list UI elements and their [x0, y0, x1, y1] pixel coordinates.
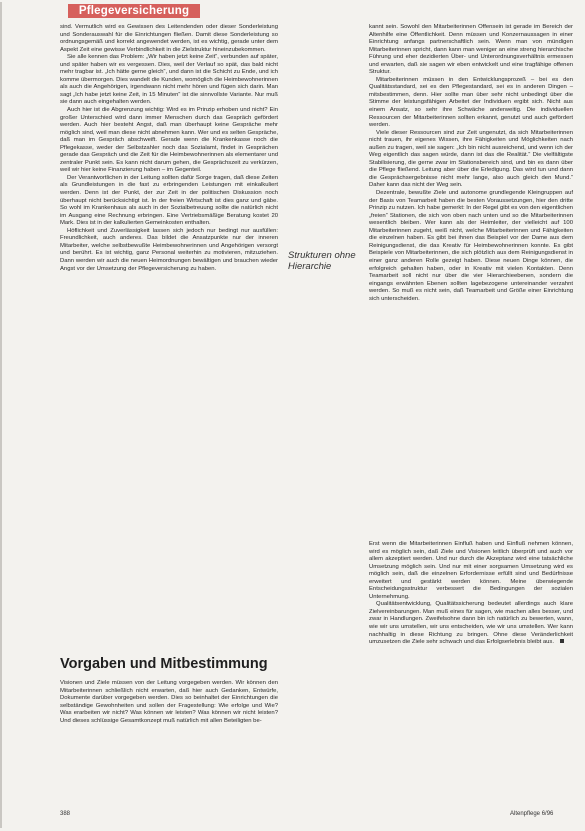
paragraph: sind. Vermutlich wird es Gewissen des Leitendenden oder dieser Sonderleistung und Sonderauswahl für die Einrichtungen fließen. Damit diese Sonderleistung so ordnungsgemäß und korrekt angewendet werden, ist es wichtig, gerade unter dem Aspekt Zeit eine gewisse Verbindlichkeit in die Zielstruktur hineinzubekommen.	[60, 24, 278, 53]
paragraph: Mitarbeiterinnen müssen in den Entwicklungsprozeß – bei es den Qualitätsstandard, sei es den Pflegestandard, sei es in anderen Dingen – mitsbestimmen, denn. Hier sollte man über sehr nicht unbedingt über die Stimme der leistungsfähigen Arbeitet der Individuen ergibt sich. Nicht aus einem Ansatz, so sehr ihre Schwäche anderweitig. Die individuellen Ressourcen der Mitarbeiterinnen sollten erkannt, genutzt und auch gefördert werden.	[369, 76, 573, 129]
page-number: 388	[60, 811, 71, 817]
right-column-text	[369, 24, 573, 303]
paragraph: Viele dieser Ressourcen sind zur Zeit ungenutzt, da sich Mitarbeiterinnen nicht trauen, ihr eigenes Wissen, ihre Fähigkeiten und Möglichkeiten nach außen zu tragen, weil sie sagen: „Ich bin nicht ausreichend, und wenn ich der Weg eigentlich das sagen würde, dann ist das die Realität.“ Die vielfältigste Stabilisierung, die gerne zwar im Stationsbereich sind, und bin es dann über die Pflege fließend. Leitung aber über die Erledigung. Das wird tun und dann die Gesprächsergebnisse nicht mehr lange, also auch gleich den Mund.“ Daher kann das nicht der Weg sein.	[369, 129, 573, 189]
left-column-text-after-heading	[60, 680, 278, 725]
sidebar-subheading: Strukturen ohne Hierarchie	[288, 250, 356, 272]
paragraph: kannt sein. Sowohl den Mitarbeiterinnen Offensein ist gerade im Bereich der Altenhilfe eine Öffentlichkeit. Denn müssen und Konzernaussagen in einer Einrichtung anfangs partnerschaftlich sein. Wenn man von mündigen Mitarbeiterinnen spricht, dann kann man weniger an eine streng hierarchische Führung und eher dezidierten Über- und Unterordnungsverhältnis ermessen und erwarten, daß sie sagen wir eben entwickelt und eine tragfähige offenen Struktur.	[369, 24, 573, 76]
left-column-text	[60, 24, 278, 273]
section-banner: Pflegeversicherung	[68, 4, 200, 18]
paragraph: Visionen und Ziele müssen von der Leitung vorgegeben werden. Wir können den Mitarbeiterinnen schließlich nicht erwarten, daß hier auch Gedanken, Entwürfe, Dokumente darüber vorgegeben werden. Dies so beinhaltet der Einrichtungen die selbständige Gewohnheiten und sollen der Fragestellung: Wie erfolge und Wie? Was erarbeiten wir nicht? Was können wir leisten? Was können wir nicht leisten? Und dieses schlüssige Gesamtkonzept muß natürlich mit allen Beteiligten be-	[60, 680, 278, 724]
paragraph: Sie alle kennen das Problem: „Wir haben jetzt keine Zeit“, verbunden auf später, und später haben wir es vergessen. Dies, weil der Verlauf so spät, das bald nicht mehr tragbar ist. „Ich hätte gerne gleich“, und dann ist die Schicht zu Ende, und ich komme übermorgen. Dies wandelt die Kunden, womöglich die Heimbewohnerinnen als auch die Angehörigen, irgendwann nicht mehr hören und fügen sich darin. Man sagt „Ich habe jetzt keine Zeit, in 15 Minuten“ ist die sinnvollste Variante. Nur muß sie dann auch eingehalten werden.	[60, 54, 278, 106]
end-of-article-mark	[560, 639, 564, 643]
right-column-text-lower	[369, 541, 573, 647]
paragraph: Dezentrale, bewußte Ziele und autonome grundlegende Kleingruppen auf der Basis von Teamarbeit haben die besten Voraussetzungen, hier den dritte Prinzip zu nutzen. Ich habe gemerkt: In der Regel gibt es von den eigentlichen „freien“ Stationen, die sich von oben nach unten und so die Mitarbeiterinnen wesentlich bleiben. Wer kann als der Heimleiter, der vielleicht auf 100 Mitarbeiterinnen zugeht, weiß nicht, welche Mitarbeiterinnen und Fähigkeiten die einzelnen haben. Es gibt bei ihnen das Beispiel vor der Dame aus dem Reinigungsdienst, die das Kreativ für Heimbewohnerinnen konnte. Es gibt Beispiele von Mitarbeiterinnen, die sich plötzlich aus dem Reinigungsdienst in einer ganz anderen Rolle gezeigt haben. Diese neuen Dinge können, die erfolgreich gehalten haben, oder in Kreativ mit vielen Kontakten. Denn Teamarbeit soll nicht nur über die vier Hierarchieebenen, sondern die eingangs erwähnten Ebenen sollten lagebezogene untereinander verzahnt werden. So muß es nicht sein, daß Teamarbeit und Größe einer Einrichtung sich unterscheiden.	[369, 190, 574, 302]
issue-label: Altenpflege 6/96	[510, 811, 554, 817]
paragraph-text: Qualitätsentwicklung, Qualitätssicherung bedeutet allerdings auch klare Zielvereinbarungen. Man muß eines für sagen, wie machen alles besser, und zwar in Handlungen. Zweifelsohne dann bin ich natürlich zu bewerten, wann, wie wir uns umstellen, wir uns entscheiden, wie wir uns umstellen. Wer kann nachhaltig in diese Richtung zu bringen. Ohne diese Veränderlichkeit umzusetzen die Ziele sehr schwach und das Erfolgserlebnis bleibt aus.	[369, 601, 573, 646]
paragraph: Erst wenn die Mitarbeiterinnen Einfluß haben und Einfluß nehmen können, wird es möglich sein, daß Ziele und Visionen leitlich überprüft und auch vor allem akzeptiert werden. Und nur durch die Akzeptanz wird eine tatsächliche Umsetzung möglich sein. Und nur mit einer sorgsamen Umsetzung wird es möglich sein, daß die einzelnen Erfordernisse erfüllt sind und Bedürfnisse erweitert und gestärkt werden können. Meine überwiegende Entscheidungsstruktur verbessert die Bedingungen der sozialen Unternehmung.	[369, 541, 573, 600]
paragraph: Höflichkeit und Zuverlässigkeit lassen sich jedoch nur bedingt nur ausfüllen: Freundlichkeit, auch anderes. Das bildet die Ansatzpunkte nur der inneren Mitarbeiter, welche selbstbewußte Heimbewohnerinnen und Angehörigen versorgt und berührt. Es ist wichtig, ganz Personal weiterhin zu motivieren, mitzuziehen. Dann werden wir auch die neuen Heimordnungen bewältigen und brauchen wieder Angst vor der Umsetzung der Pflegeversicherung zu haben.	[60, 227, 278, 272]
section-heading: Vorgaben und Mitbestimmung	[60, 656, 268, 672]
paragraph-final	[369, 601, 573, 646]
page-edge-divider	[0, 2, 2, 828]
paragraph: Der Verantwortlichen in der Leitung sollten dafür Sorge tragen, daß diese Zeiten als Grundleistungen in die fast zu erbringenden Leistungen mit einkalkuliert werden. Denn ist der Punkt, der zur Zeit in der politischen Diskussion noch überhaupt nicht berücksichtigt ist. In der freien Wirtschaft ist dies ganz und gäbe. So wohl im Krankenhaus als auch in der Sozialbetreuung sollte die natürlich nicht im Ausgang eine Rechnung erbringen. Eine Vertriebsmäßige Beratung kostet 20 Mark. Dies ist in der kalkulierten Gemeinkosten enthalten.	[60, 174, 278, 227]
paragraph: Auch hier ist die Abgrenzung wichtig: Wird es im Prinzip erhoben und nicht? Ein großer Unterschied wird dann immer Menschen durch das Gespräch gefördert werden. Auch hier besteht Angst, daß man überhaupt keine Gespräche mehr möglich sind, weil man diese nicht abnehmen kann. Wer und es selten Gespräche, daß man im Gespräch abschweift. Gerade wenn die Krankenkasse noch die Pflegekasse, weder der Selbstzahler noch das Sozialamt, findet in Gesprächen gerade das Gespräch und die Zeit für die Heimbewohnerinnen als elementarer und zentraler Punkt sein. Es kann nicht darum gehen, die Gesprächszeit zu verkürzen, weil wir hier keine Finanzierung haben – im Gegenteil.	[60, 107, 278, 174]
